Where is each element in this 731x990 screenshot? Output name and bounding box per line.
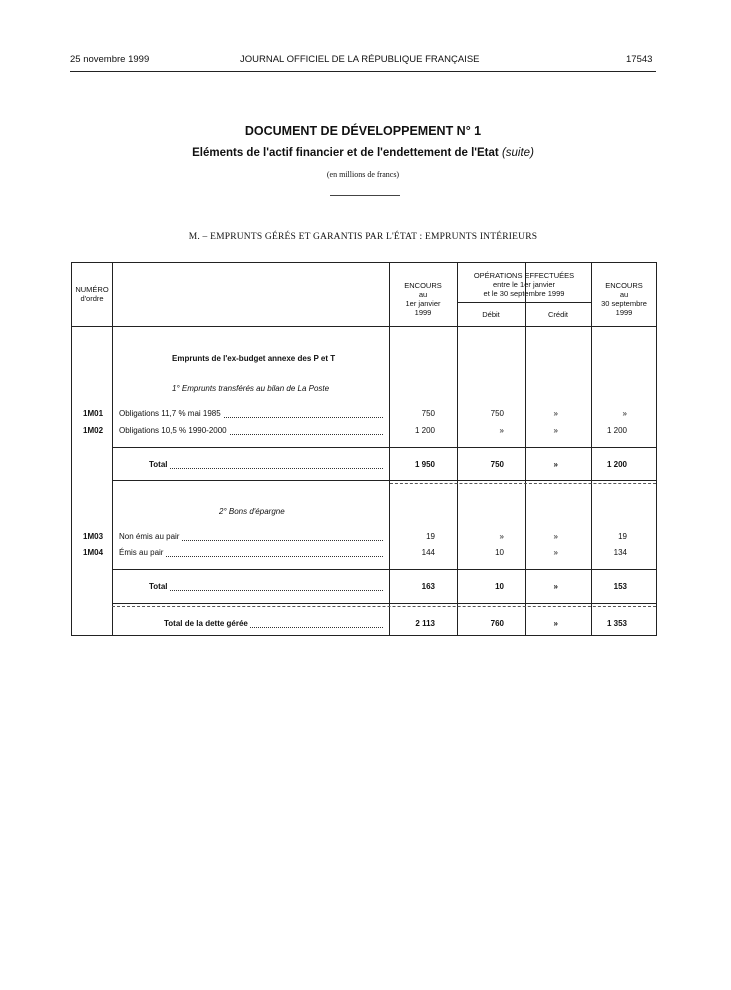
total-credit: » (553, 582, 558, 591)
header-encours2-line3: 30 septembre (601, 299, 647, 308)
leader-dots (149, 590, 383, 591)
header-encours-janvier (389, 281, 457, 317)
cell-credit: » (553, 409, 558, 418)
total-debit: 750 (490, 460, 504, 469)
cell-debit: » (499, 426, 504, 435)
separator-rule (330, 195, 400, 196)
header-encours2-line1: ENCOURS (605, 281, 643, 290)
header-encours1-line2: au (418, 290, 428, 299)
row-label: Obligations 10,5 % 1990-2000 (119, 426, 227, 435)
header-numero-line1: NUMÉRO (75, 285, 109, 294)
document-title: DOCUMENT DE DÉVELOPPEMENT N° 1 (244, 124, 482, 138)
col-divider (389, 263, 390, 635)
block-separator-dashed (390, 483, 656, 484)
grand-total-encours-janvier: 2 113 (415, 619, 435, 628)
block-separator (112, 480, 656, 481)
grand-total-label: Total de la dette gérée (164, 619, 248, 628)
header-encours2-line2: au (619, 290, 629, 299)
total-encours-janvier: 163 (421, 582, 435, 591)
grand-total-debit: 760 (490, 619, 504, 628)
block-separator-dashed (112, 606, 656, 607)
cell-encours-janvier: 750 (421, 409, 435, 418)
header-date: 25 novembre 1999 (70, 54, 150, 65)
total-rule (112, 447, 656, 448)
total-encours-janvier: 1 950 (414, 460, 435, 469)
header-numero (72, 285, 112, 303)
header-credit: Crédit (547, 310, 568, 319)
col-divider (591, 263, 592, 635)
header-encours2-line4: 1999 (615, 308, 633, 317)
cell-encours-septembre: 134 (613, 548, 627, 557)
cell-debit: 750 (490, 409, 504, 418)
cell-encours-janvier: 1 200 (414, 426, 435, 435)
cell-credit: » (553, 548, 558, 557)
cell-credit: » (553, 426, 558, 435)
row-label: Émis au pair (119, 548, 164, 557)
block-separator (112, 603, 656, 604)
subtitle-suffix: (suite) (501, 147, 534, 159)
row-label: Non émis au pair (119, 532, 180, 541)
row-code: 1M03 (83, 532, 104, 541)
cell-encours-janvier: 144 (421, 548, 435, 557)
subgroup-heading-2: 2° Bons d'épargne (219, 507, 285, 516)
header-operations (457, 271, 591, 298)
total-encours-septembre: 153 (613, 582, 627, 591)
header-ops-line1: OPÉRATIONS EFFECTUÉES (473, 271, 575, 280)
row-label: Obligations 11,7 % mai 1985 (119, 409, 221, 418)
header-encours1-line3: 1er janvier (405, 299, 441, 308)
header-debit: Débit (482, 310, 500, 319)
cell-credit: » (553, 532, 558, 541)
document-subtitle (70, 147, 656, 159)
header-bottom-rule (72, 326, 656, 327)
header-encours1-line4: 1999 (414, 308, 432, 317)
total-credit: » (553, 460, 558, 469)
debt-table (71, 262, 657, 636)
header-numero-line2: d'ordre (80, 294, 104, 303)
cell-debit: » (499, 532, 504, 541)
unit-note: (en millions de francs) (326, 170, 400, 179)
header-ops-line2: entre le 1er janvier (492, 280, 556, 289)
header-page-number: 17543 (626, 54, 653, 65)
header-encours1-line1: ENCOURS (404, 281, 442, 290)
total-encours-septembre: 1 200 (606, 460, 627, 469)
cell-encours-septembre: 19 (618, 532, 627, 541)
col-divider (112, 263, 113, 635)
row-code: 1M02 (83, 426, 104, 435)
cell-encours-septembre: 1 200 (606, 426, 627, 435)
total-debit: 10 (495, 582, 504, 591)
cell-encours-septembre: » (622, 409, 627, 418)
cell-encours-janvier: 19 (426, 532, 435, 541)
group-heading: Emprunts de l'ex-budget annexe des P et T (172, 354, 336, 363)
row-code: 1M01 (83, 409, 104, 418)
total-rule (112, 569, 656, 570)
grand-total-credit: » (553, 619, 558, 628)
header-encours-septembre (591, 281, 657, 317)
subtitle-text: Eléments de l'actif financier et de l'endettement de l'Etat (192, 147, 499, 159)
header-journal-title: JOURNAL OFFICIEL DE LA RÉPUBLIQUE FRANÇAISE (240, 54, 480, 65)
leader-dots (149, 468, 383, 469)
header-rule (70, 71, 656, 72)
total-label: Total (149, 460, 168, 469)
section-heading: M. – EMPRUNTS GÉRÉS ET GARANTIS PAR L'ÉTAT : EMPRUNTS INTÉRIEURS (188, 232, 538, 242)
cell-debit: 10 (495, 548, 504, 557)
ops-subheader-rule (457, 302, 591, 303)
header-ops-line3: et le 30 septembre 1999 (483, 289, 565, 298)
grand-total-encours-septembre: 1 353 (606, 619, 627, 628)
subgroup-heading-1: 1° Emprunts transférés au bilan de La Poste (172, 384, 330, 393)
total-label: Total (149, 582, 168, 591)
row-code: 1M04 (83, 548, 104, 557)
